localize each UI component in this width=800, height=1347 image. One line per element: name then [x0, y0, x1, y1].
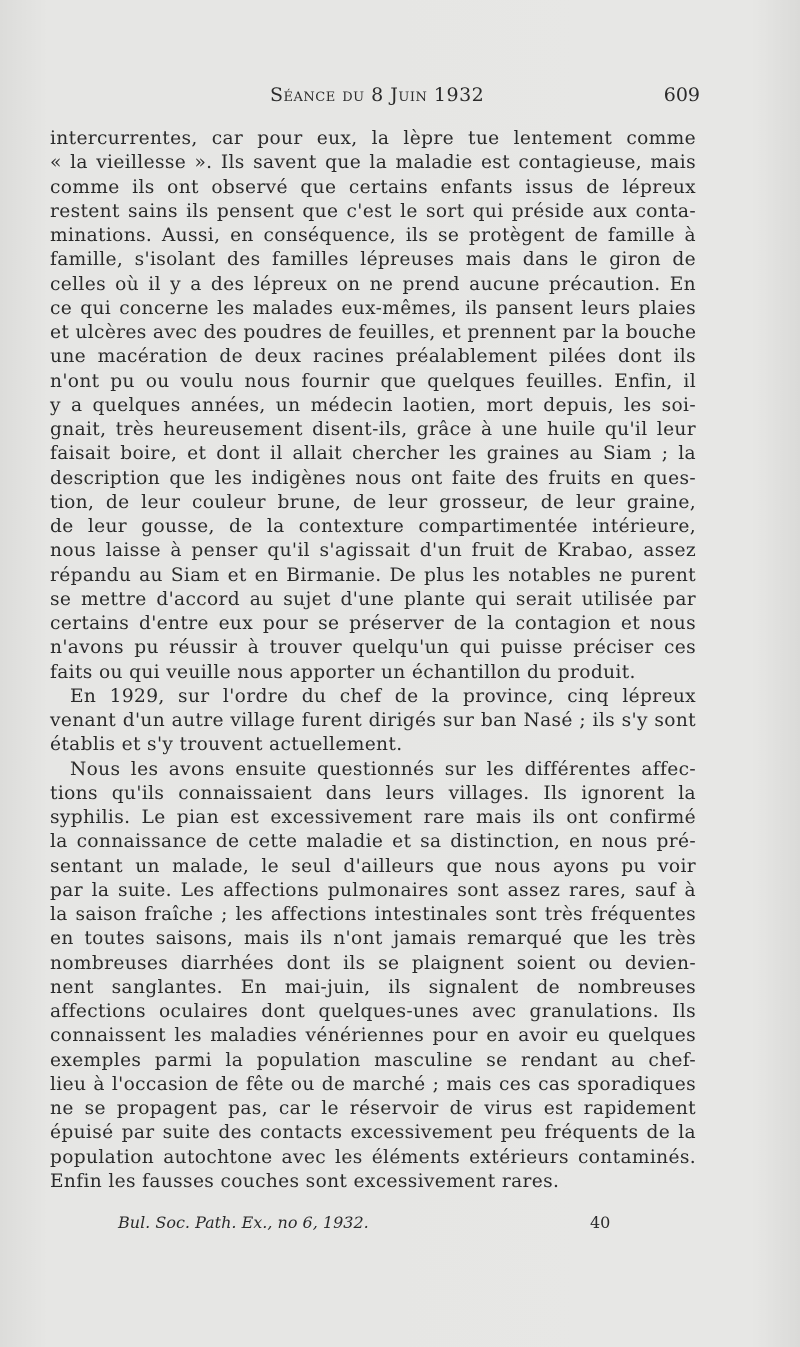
body-text	[50, 127, 696, 1194]
text-line: n'avons pu réussir à trouver quelqu'un qui puisse préciser ces	[50, 637, 696, 659]
text-line: la connaissance de cette maladie et sa distinction, en nous pré-	[50, 831, 696, 853]
text-line: intercurrentes, car pour eux, la lèpre tue lentement comme	[50, 128, 696, 149]
text-line: n'ont pu ou voulu nous fournir que quelques feuilles. Enfin, il	[50, 370, 696, 392]
text-line: répandu au Siam et en Birmanie. De plus les notables ne purent	[50, 564, 696, 586]
text-line: Enfin les fausses couches sont excessivement rares.	[50, 1170, 560, 1192]
text-line: syphilis. Le pian est excessivement rare mais ils ont confirmé	[50, 807, 696, 828]
text-line: nous laisse à penser qu'il s'agissait d'un fruit de Krabao, assez	[50, 540, 696, 562]
text-line: celles où il y a des lépreux on ne prend aucune précaution. En	[50, 273, 696, 295]
text-line: « la vieillesse ». Ils savent que la maladie est contagieuse, mais	[50, 152, 696, 174]
text-line: y a quelques années, un médecin laotien, mort depuis, les soi-	[50, 394, 696, 416]
text-line: par la suite. Les affections pulmonaires sont assez rares, sauf à	[50, 879, 696, 901]
text-line: se mettre d'accord au sujet d'une plante qui serait utilisée par	[50, 588, 696, 610]
text-line: établis et s'y trouvent actuellement.	[50, 734, 403, 756]
text-line: Nous les avons ensuite questionnés sur les différentes affec-	[70, 758, 696, 780]
text-line: venant d'un autre village furent dirigés sur ban Nasé ; ils s'y sont	[50, 710, 696, 731]
text-line: gnait, très heureusement disent-ils, grâce à une huile qu'il leur	[50, 419, 696, 440]
text-line: tion, de leur couleur brune, de leur grosseur, de leur graine,	[50, 491, 696, 513]
text-line: certains d'entre eux pour se préserver de la contagion et nous	[50, 613, 696, 634]
text-line: En 1929, sur l'ordre du chef de la province, cinq lépreux	[70, 685, 696, 707]
text-line: description que les indigènes nous ont faite des fruits en ques-	[50, 467, 696, 489]
text-line: famille, s'isolant des familles lépreuses mais dans le giron de	[50, 249, 696, 271]
text-line: lieu à l'occasion de fête ou de marché ; mais ces cas sporadiques	[50, 1073, 696, 1095]
running-title: Séance du 8 Juin 1932	[270, 84, 485, 106]
text-line: épuisé par suite des contacts excessivement peu fréquents de la	[50, 1122, 696, 1144]
text-line: la saison fraîche ; les affections intestinales sont très fréquentes	[50, 904, 696, 925]
text-line: en toutes saisons, mais ils n'ont jamais remarqué que les très	[50, 928, 696, 950]
text-line: restent sains ils pensent que c'est le sort qui préside aux conta-	[50, 200, 696, 222]
text-line: minations. Aussi, en conséquence, ils se protègent de famille à	[50, 225, 696, 246]
text-line: faits ou qui veuille nous apporter un échantillon du produit.	[50, 661, 636, 683]
text-line: population autochtone avec les éléments extérieurs contaminés.	[50, 1146, 696, 1168]
text-line: une macération de deux racines préalablement pilées dont ils	[50, 346, 696, 368]
text-line: ne se propagent pas, car le réservoir de virus est rapidement	[50, 1098, 696, 1119]
text-line: exemples parmi la population masculine se rendant au chef-	[50, 1049, 696, 1071]
text-line: ce qui concerne les malades eux-mêmes, ils pansent leurs plaies	[50, 297, 696, 319]
page-number: 609	[663, 84, 700, 106]
text-line: affections oculaires dont quelques-unes avec granulations. Ils	[50, 1001, 696, 1022]
text-line: de leur gousse, de la contexture compartimentée intérieure,	[50, 516, 696, 537]
text-line: et ulcères avec des poudres de feuilles, et prennent par la bouche	[50, 322, 697, 343]
text-line: connaissent les maladies vénériennes pour en avoir eu quelques	[50, 1025, 696, 1047]
text-line: comme ils ont observé que certains enfants issus de lépreux	[50, 176, 696, 198]
page-footer	[118, 1213, 658, 1239]
text-line: faisait boire, et dont il allait chercher les graines au Siam ; la	[50, 443, 696, 465]
running-head	[40, 80, 700, 110]
text-line: nent sanglantes. En mai-juin, ils signalent de nombreuses	[50, 976, 696, 998]
text-line: nombreuses diarrhées dont ils se plaignent soient ou devien-	[50, 952, 696, 974]
text-line: sentant un malade, le seul d'ailleurs que nous ayons pu voir	[50, 855, 696, 877]
signature-mark: 40	[590, 1213, 611, 1232]
text-line: tions qu'ils connaissaient dans leurs villages. Ils ignorent la	[50, 782, 696, 804]
journal-reference: Bul. Soc. Path. Ex., no 6, 1932.	[118, 1213, 369, 1232]
